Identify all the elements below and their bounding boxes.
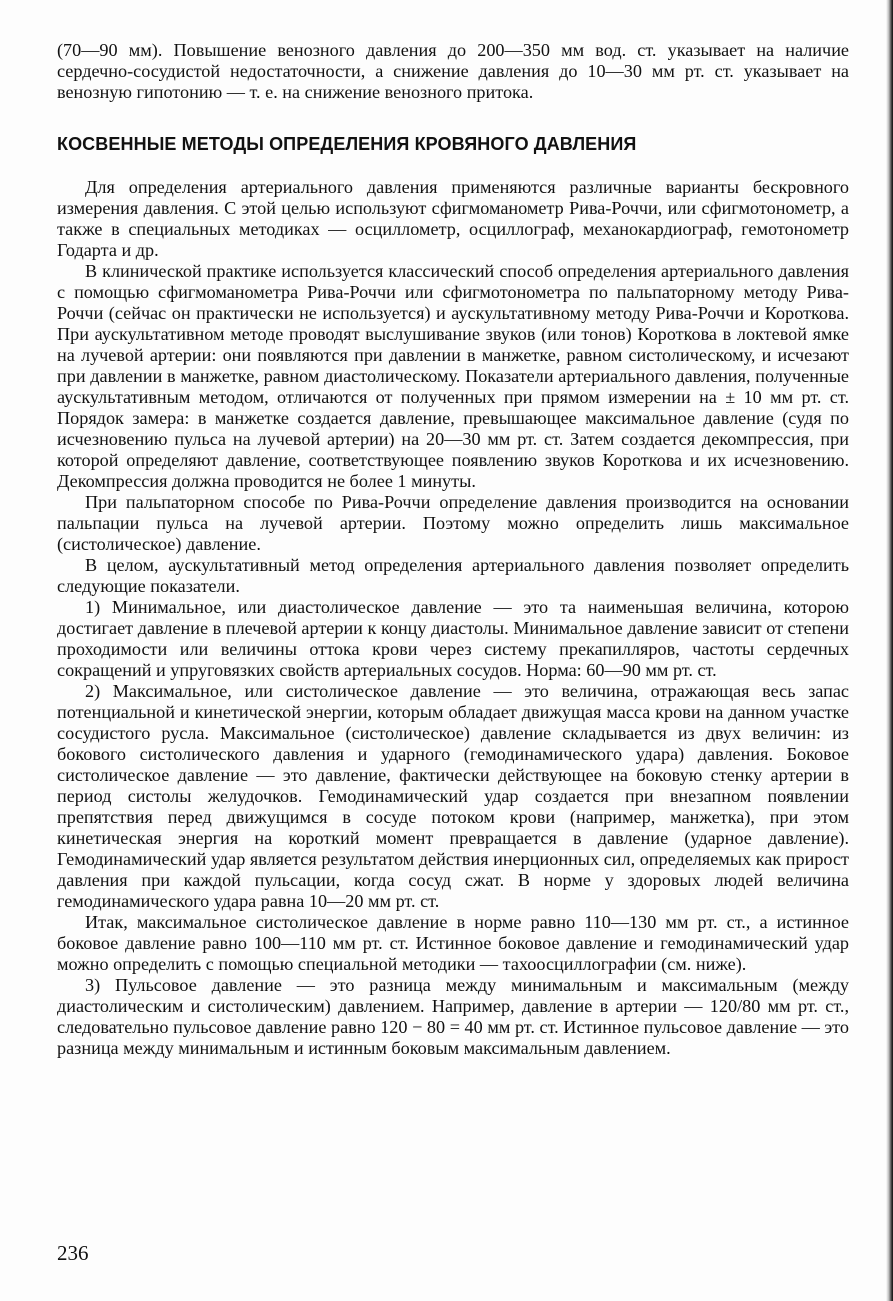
scan-edge-shadow: [886, 0, 893, 1301]
intro-paragraph: (70—90 мм). Повышение венозного давления до 200—350 мм вод. ст. указывает на наличие сердечно-сосудистой недостаточности, а снижение давления до 10—30 мм рт. ст. указывает на венозную гипотонию — т. е. на снижение венозного притока.: [57, 40, 849, 102]
page-number: 236: [57, 1241, 89, 1265]
paragraph-methods-overview: Для определения артериального давления применяются различные варианты бескровного измерения давления. С этой целью используют сфигмоманометр Рива-Роччи, или сфигмотонометр, а также в специальных методиках — осциллометр, осциллограф, механокардиограф, гемотонометр Годарта и др.: [57, 177, 849, 260]
section-heading: КОСВЕННЫЕ МЕТОДЫ ОПРЕДЕЛЕНИЯ КРОВЯНОГО ДАВЛЕНИЯ: [57, 134, 637, 154]
paragraph-clinical-practice: В клинической практике используется классический способ определения артериального давления с помощью сфигмоманометра Рива-Роччи или сфигмотонометра по пальпаторному методу Рива-Роччи (сейчас он практически не используется) и аускультативному методу Рива-Роччи и Короткова. При аускультативном методе проводят выслушивание звуков (или тонов) Короткова в локтевой ямке на лучевой артерии: они появляются при давлении в манжетке, равном систолическому, и исчезают при давлении в манжетке, равном диастолическому. Показатели артериального давления, полученные аускультативным методом, отличаются от полученных при прямом измерении на ± 10 мм рт. ст. Порядок замера: в манжетке создается давление, превышающее максимальное давление (судя по исчезновению пульса на лучевой артерии) на 20—30 мм рт. ст. Затем создается декомпрессия, при которой определяют давление, соответствующее появлению звуков Короткова и их исчезновению. Декомпрессия должна проводится не более 1 минуты.: [57, 261, 849, 491]
paragraph-pulse-pressure: 3) Пульсовое давление — это разница между минимальным и максимальным (между диастолическим и систолическим) давлением. Например, давление в артерии — 120/80 мм рт. ст., следовательно пульсовое давление равно 120 − 80 = 40 мм рт. ст. Истинное пульсовое давление — это разница между минимальным и истинным боковым максимальным давлением.: [57, 975, 849, 1058]
paragraph-minimal-pressure: 1) Минимальное, или диастолическое давление — это та наименьшая величина, которою достигает давление в плечевой артерии к концу диастолы. Минимальное давление зависит от степени проходимости или величины оттока крови через систему прекапилляров, частоты сердечных сокращений и упруговязких свойств артериальных сосудов. Норма: 60—90 мм рт. ст.: [57, 597, 849, 680]
paragraph-maximal-pressure: 2) Максимальное, или систолическое давление — это величина, отражающая весь запас потенциальной и кинетической энергии, которым обладает движущая масса крови на данном участке сосудистого русла. Максимальное (систолическое) давление складывается из двух величин: из бокового систолического давления и ударного (гемодинамического удара) давления. Боковое систолическое давление — это давление, фактически действующее на боковую стенку артерии в период систолы желудочков. Гемодинамический удар создается при внезапном появлении препятствия перед движущимся в сосуде потоком крови (например, манжетка), при этом кинетическая энергия на короткий момент превращается в давление (ударное давление). Гемодинамический удар является результатом действия инерционных сил, определяемых как прирост давления при каждой пульсации, когда сосуд сжат. В норме у здоровых людей величина гемодинамического удара равна 10—20 мм рт. ст.: [57, 681, 849, 911]
paragraph-systolic-summary: Итак, максимальное систолическое давление в норме равно 110—130 мм рт. ст., а истинное боковое давление равно 100—110 мм рт. ст. Истинное боковое давление и гемодинамический удар можно определить с помощью специальной методики — тахоосциллографии (см. ниже).: [57, 912, 849, 974]
paragraph-palpatory-method: При пальпаторном способе по Рива-Роччи определение давления производится на основании пальпации пульса на лучевой артерии. Поэтому можно определить лишь максимальное (систолическое) давление.: [57, 492, 849, 554]
paragraph-auscultatory-indicators: В целом, аускультативный метод определения артериального давления позволяет определить следующие показатели.: [57, 555, 849, 596]
page-content: [57, 40, 849, 1059]
